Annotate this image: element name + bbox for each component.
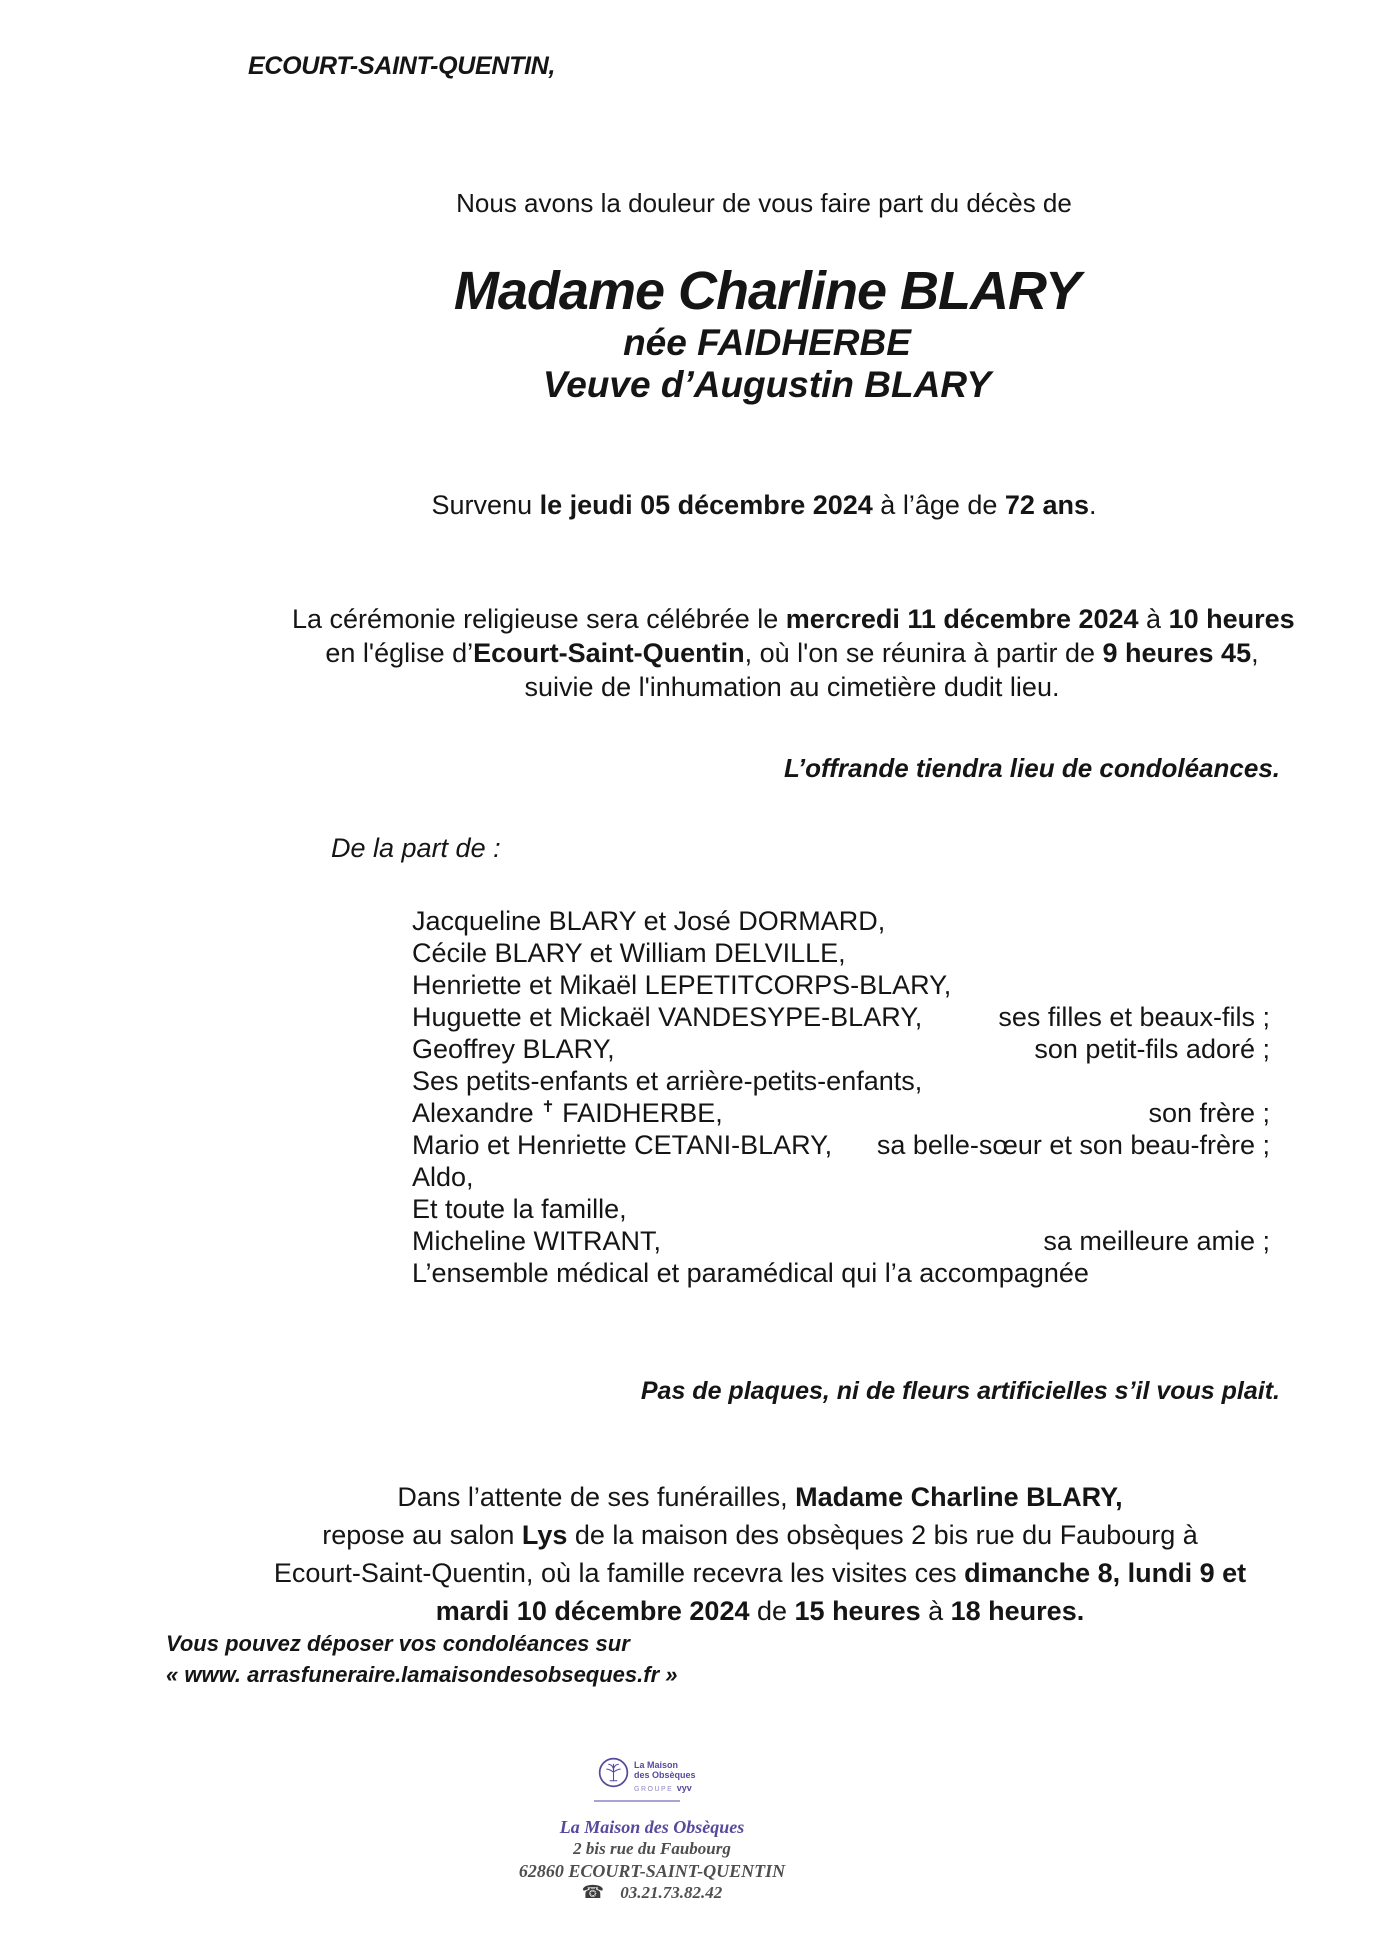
funeral-home-name: La Maison des Obsèques <box>559 1817 745 1837</box>
family-member-name: Huguette et Mickaël VANDESYPE-BLARY, <box>412 1002 923 1032</box>
ceremony-line-2: en l'église d’Ecourt-Saint-Quentin, où l'on se réunira à partir de 9 heures 45, <box>325 638 1259 668</box>
ceremony-line-3: suivie de l'inhumation au cimetière dudit lieu. <box>524 672 1060 702</box>
family-row <box>412 1097 1270 1129</box>
family-row <box>412 1193 1270 1225</box>
wake-line-4: mardi 10 décembre 2024 de 15 heures à 18 heures. <box>435 1596 1085 1626</box>
family-member-name: Micheline WITRANT, <box>412 1226 662 1256</box>
wake-line-2: repose au salon Lys de la maison des obsèques 2 bis rue du Faubourg à <box>322 1520 1198 1550</box>
deceased-name: Madame Charline BLARY <box>453 261 1081 321</box>
family-heading: De la part de : <box>331 833 501 863</box>
funeral-home-city: 62860 ECOURT-SAINT-QUENTIN <box>518 1861 786 1881</box>
ceremony-line-1: La cérémonie religieuse sera célébrée le mercredi 11 décembre 2024 à 10 heures <box>292 604 1295 634</box>
deceased-block <box>292 260 1242 406</box>
logo-group-brand: vyv <box>676 1783 692 1793</box>
family-row <box>412 905 1270 937</box>
family-relation-note: sa belle-sœur et son beau-frère ; <box>876 1130 1270 1160</box>
family-member-name: Jacqueline BLARY et José DORMARD, <box>412 906 886 936</box>
funeral-home-logo <box>598 1757 696 1793</box>
logo-group-line <box>634 1783 696 1793</box>
family-list <box>412 905 1270 1289</box>
family-member-name: Alexandre ✝ FAIDHERBE, <box>412 1098 723 1128</box>
family-row <box>412 1001 1270 1033</box>
funeral-home-address: 2 bis rue du Faubourg <box>573 1839 731 1858</box>
no-flowers-line: Pas de plaques, ni de fleurs artificielles s’il vous plait. <box>640 1377 1280 1405</box>
family-row <box>412 1225 1270 1257</box>
family-member-name: Mario et Henriette CETANI-BLARY, <box>412 1130 833 1160</box>
family-member-name: Et toute la famille, <box>412 1194 627 1224</box>
logo-name-line1: La Maison <box>634 1760 679 1770</box>
family-row <box>412 969 1270 1001</box>
family-relation-note: son petit-fils adoré ; <box>1034 1034 1270 1064</box>
phone-number: 03.21.73.82.42 <box>620 1883 723 1902</box>
family-row <box>412 1257 1270 1289</box>
family-member-name: L’ensemble médical et paramédical qui l’a accompagnée <box>412 1258 1089 1288</box>
family-member-name: Cécile BLARY et William DELVILLE, <box>412 938 846 968</box>
funeral-home-phone-line <box>402 1882 902 1904</box>
wake-line-3: Ecourt-Saint-Quentin, où la famille recevra les visites ces dimanche 8, lundi 9 et <box>273 1558 1247 1588</box>
family-relation-note: ses filles et beaux-fils ; <box>998 1002 1270 1032</box>
logo-name-line2: des Obsèques <box>634 1770 696 1780</box>
wake-paragraph <box>260 1478 1260 1630</box>
intro-line: Nous avons la douleur de vous faire part du décès de <box>456 188 1072 218</box>
footer-contact-block <box>402 1816 902 1904</box>
family-row <box>412 1033 1270 1065</box>
family-member-name: Ses petits-enfants et arrière-petits-enfants, <box>412 1066 923 1096</box>
logo-group-prefix: GROUPE <box>634 1786 674 1793</box>
online-condolences-note <box>166 1628 678 1690</box>
family-member-name: Henriette et Mikaël LEPETITCORPS-BLARY, <box>412 970 952 1000</box>
family-member-name: Geoffrey BLARY, <box>412 1034 615 1064</box>
condolences-line-1: Vous pouvez déposer vos condoléances sur <box>166 1631 630 1656</box>
deceased-maiden-name: née FAIDHERBE <box>623 322 911 363</box>
tree-logo-icon <box>598 1757 629 1793</box>
family-member-name: Aldo, <box>412 1162 474 1192</box>
deceased-widow-line: Veuve d’Augustin BLARY <box>542 364 992 405</box>
offering-line: L’offrande tiendra lieu de condoléances. <box>783 753 1280 783</box>
family-row <box>412 937 1270 969</box>
logo-tagline-line <box>594 1800 680 1802</box>
death-date-line: Survenu le jeudi 05 décembre 2024 à l’âge de 72 ans. <box>431 490 1097 520</box>
family-row <box>412 1065 1270 1097</box>
condolences-website: « www. arrasfuneraire.lamaisondesobseques.fr » <box>166 1662 678 1687</box>
logo-text <box>634 1757 696 1793</box>
family-relation-note: sa meilleure amie ; <box>1043 1226 1270 1256</box>
wake-line-1: Dans l’attente de ses funérailles, Madame Charline BLARY, <box>397 1482 1123 1512</box>
family-row <box>412 1161 1270 1193</box>
family-relation-note: son frère ; <box>1148 1098 1270 1128</box>
family-row <box>412 1129 1270 1161</box>
city-header: ECOURT-SAINT-QUENTIN, <box>248 52 556 80</box>
ceremony-paragraph <box>292 602 1295 704</box>
phone-icon: ☎ <box>581 1882 605 1903</box>
